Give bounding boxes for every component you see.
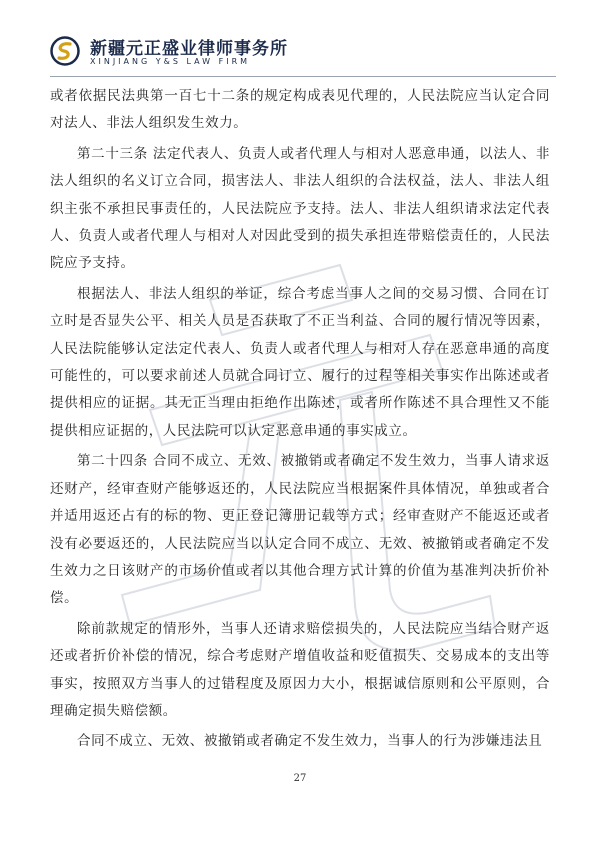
document-body bbox=[50, 83, 550, 759]
paragraph: 第二十四条 合同不成立、无效、被撤销或者确定不发生效力，当事人请求返还财产，经审查财产能够返还的，人民法院应当根据案件具体情况，单独或者合并适用返还占有的标的物、更正登记簿册记载等方式；经审查财产不能返还或者没有必要返还的，人民法院应当以认定合同不成立、无效、被撤销或者确定不发生效力之日该财产的市场价值或者以其他合理方式计算的价值为基准判决折价补偿。 bbox=[50, 453, 550, 607]
paragraph: 根据法人、非法人组织的举证，综合考虑当事人之间的交易习惯、合同在订立时是否显失公平、相关人员是否获取了不正当利益、合同的履行情况等因素，人民法院能够认定法定代表人、负责人或者代理人与相对人存在恶意串通的高度可能性的，可以要求前述人员就合同订立、履行的过程等相关事实作出陈述或者提供相应的证据。其无正当理由拒绝作出陈述，或者所作陈述不具合理性又不能提供相应证据的，人民法院可以认定恶意串通的事实成立。 bbox=[50, 285, 550, 439]
page-number: 27 bbox=[293, 773, 307, 784]
paragraph: 或者依据民法典第一百七十二条的规定构成表见代理的，人民法院应当认定合同对法人、非法人组织发生效力。 bbox=[50, 88, 550, 132]
paragraph: 除前款规定的情形外，当事人还请求赔偿损失的，人民法院应当结合财产返还或者折价补偿的情况，综合考虑财产增值收益和贬值损失、交易成本的支出等事实，按照双方当事人的过错程度及原因力大小，根据诚信原则和公平原则，合理确定损失赔偿额。 bbox=[50, 620, 550, 719]
firm-name-en: XINJIANG Y&S LAW FIRM bbox=[90, 57, 251, 66]
paragraph: 合同不成立、无效、被撤销或者确定不发生效力，当事人的行为涉嫌违法且 bbox=[77, 733, 543, 750]
paragraph: 第二十三条 法定代表人、负责人或者代理人与相对人恶意串通，以法人、非法人组织的名义订立合同，损害法人、非法人组织的合法权益，法人、非法人组织主张不承担民事责任的，人民法院应予支持。法人、非法人组织请求法定代表人、负责人或者代理人与相对人对因此受到的损失承担连带赔偿责任的，人民法院应予支持。 bbox=[50, 145, 550, 272]
firm-name-cn: 新疆元正盛业律师事务所 bbox=[90, 39, 288, 59]
page-header bbox=[50, 26, 570, 74]
header-divider bbox=[50, 76, 556, 77]
firm-logo-icon bbox=[50, 36, 80, 66]
